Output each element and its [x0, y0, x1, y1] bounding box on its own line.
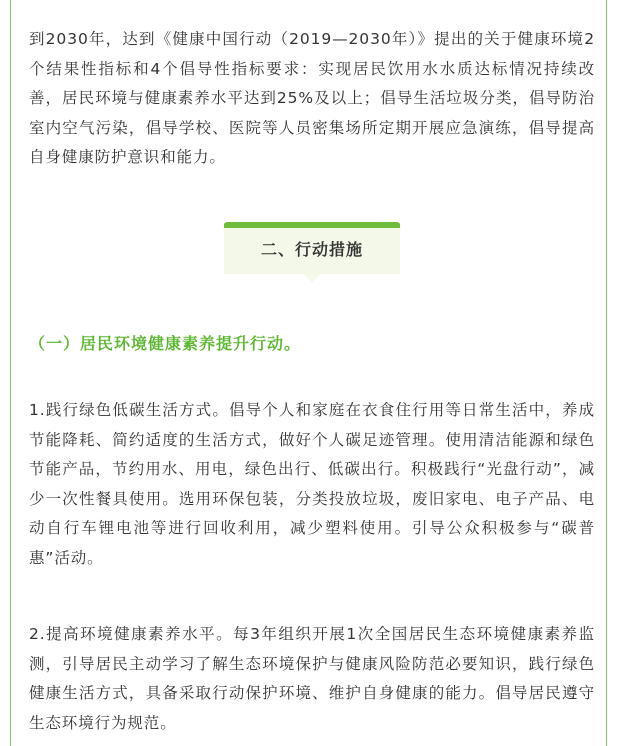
- section-heading-box: [224, 222, 400, 274]
- section-heading-title: 二、行动措施: [260, 240, 363, 259]
- measure-item-1-paragraph: 1.践行绿色低碳生活方式。倡导个人和家庭在衣食住行用等日常生活中，养成节能降耗、简约适度的生活方式，做好个人碳足迹管理。使用清洁能源和绿色节能产品，节约用水、用电，绿色出行、低碳出行。积极践行“光盘行动”，减少一次性餐具使用。选用环保包装，分类投放垃圾，废旧家电、电子产品、电动自行车锂电池等进行回收利用，减少塑料使用。引导公众积极参与“碳普惠”活动。: [29, 401, 595, 567]
- subsection-heading: （一）居民环境健康素养提升行动。: [29, 334, 302, 353]
- measure-item-2-paragraph: 2.提高环境健康素养水平。每3年组织开展1次全国居民生态环境健康素养监测，引导居民主动学习了解生态环境保护与健康风险防范必要知识，践行绿色健康生活方式，具备采取行动保护环境、维护自身健康的能力。倡导居民遵守生态环境行为规范。: [29, 625, 595, 732]
- intro-paragraph: 到2030年，达到《健康中国行动（2019—2030年）》提出的关于健康环境2个结果性指标和4个倡导性指标要求：实现居民饮用水水质达标情况持续改善，居民环境与健康素养水平达到25%及以上；倡导生活垃圾分类，倡导防治室内空气污染，倡导学校、医院等人员密集场所定期开展应急演练，倡导提高自身健康防护意识和能力。: [29, 30, 595, 166]
- heading-pointer-triangle: [304, 274, 320, 282]
